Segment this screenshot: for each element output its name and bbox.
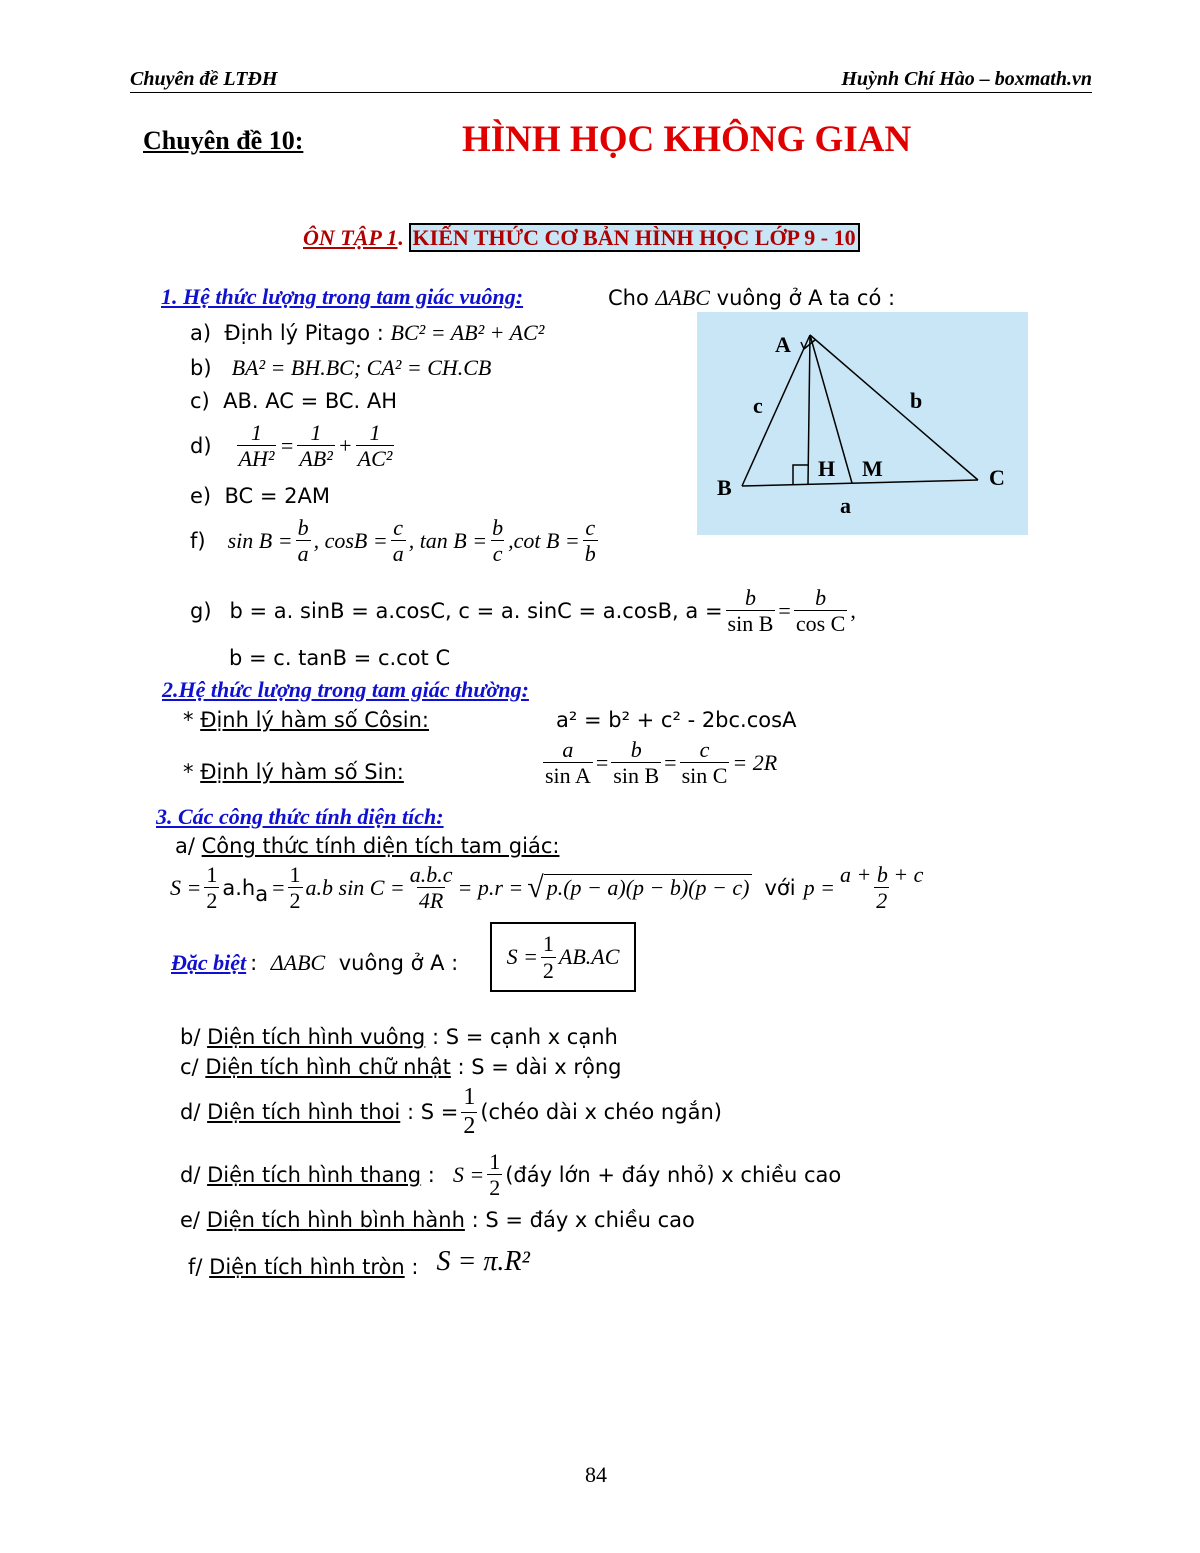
circle-area: f/ Diện tích hình tròn : S = π.R² bbox=[188, 1246, 530, 1279]
item-f: f) sin B = $\frac{b}{a}$ , cosB = $\frac{c}{a}$ , tan B = $\frac{b}{c}$ ,cot B = $\frac{c}{b}$ bbox=[190, 515, 596, 567]
review-boxed: KIẾN THỨC CƠ BẢN HÌNH HỌC LỚP 9 - 10 bbox=[409, 223, 860, 252]
review-dot: . bbox=[397, 225, 404, 250]
section2-heading: 2.Hệ thức lượng trong tam giác thường: bbox=[162, 677, 529, 702]
item-d: d) $\frac{1}{\text{AH²}}$ = $\frac{1}{\text{AB²}}$ + $\frac{1}{\text{AC²}}$ bbox=[190, 420, 393, 472]
review-prefix: ÔN TẬP 1 bbox=[303, 225, 398, 250]
page-number: 84 bbox=[585, 1462, 607, 1487]
trapezoid-area: d/ Diện tích hình thang : S = $\frac{1}{2}$ (đáy lớn + đáy nhỏ) x chiều cao bbox=[180, 1149, 842, 1201]
label-b: b bbox=[910, 388, 923, 413]
item-e: e) BC = 2AM bbox=[190, 484, 330, 508]
header-rule bbox=[130, 92, 1092, 93]
cosine-law-label: * Định lý hàm số Côsin: bbox=[183, 708, 429, 732]
label-C: C bbox=[989, 465, 1005, 490]
item-c: c) AB. AC = BC. AH bbox=[190, 389, 398, 413]
page-title: HÌNH HỌC KHÔNG GIAN bbox=[462, 119, 912, 160]
rectangle-area: c/ Diện tích hình chữ nhật : S = dài x rộng bbox=[180, 1055, 622, 1079]
parallelogram-area: e/ Diện tích hình bình hành : S = đáy x chiều cao bbox=[180, 1208, 695, 1232]
section1-intro: Cho ΔABC vuông ở A ta có : bbox=[608, 285, 896, 310]
section1-heading: 1. Hệ thức lượng trong tam giác vuông: bbox=[161, 284, 524, 309]
sine-law-label: * Định lý hàm số Sin: bbox=[183, 760, 404, 784]
triangle-diagram bbox=[697, 312, 1028, 535]
cosine-law-formula: a² = b² + c² - 2bc.cosA bbox=[556, 708, 797, 732]
item-g: g) b = a. sinB = a.cosC, c = a. sinC = a.cosB, a = $\frac{b}{\text{sin B}}$ = $\frac{b}{\text{cos C}}$ , bbox=[190, 585, 856, 637]
diagram-background bbox=[697, 312, 1028, 535]
label-B: B bbox=[717, 475, 732, 500]
label-A: A bbox=[775, 332, 791, 357]
label-M: M bbox=[862, 456, 883, 481]
label-c: c bbox=[753, 393, 763, 418]
label-H: H bbox=[818, 456, 836, 481]
label-a: a bbox=[840, 493, 851, 518]
chapter-label: Chuyên đề 10: bbox=[143, 126, 304, 155]
header-left: Chuyên đề LTĐH bbox=[130, 68, 278, 90]
item-g-line2: b = c. tanB = c.cot C bbox=[229, 646, 451, 670]
square-area: b/ Diện tích hình vuông : S = cạnh x cạnh bbox=[180, 1025, 618, 1049]
sine-law-formula: $\frac{a}{\text{sin A}}$ = $\frac{b}{\text{sin B}}$ = $\frac{c}{\text{sin C}}$ = 2R bbox=[545, 737, 778, 789]
special-case-box: S = $\frac{1}{2}$ AB.AC bbox=[490, 922, 636, 992]
header-right: Huỳnh Chí Hào – boxmath.vn bbox=[841, 68, 1092, 90]
rhombus-area: d/ Diện tích hình thoi : S = $\frac{1}{2}$ (chéo dài x chéo ngắn) bbox=[180, 1084, 722, 1139]
triangle-area-label: a/ Công thức tính diện tích tam giác: bbox=[175, 834, 560, 858]
item-b: b) BA² = BH.BC; CA² = CH.CB bbox=[190, 355, 492, 380]
item-a: a) Định lý Pitago : BC² = AB² + AC² bbox=[190, 320, 545, 345]
special-case-line: Đặc biệt : ΔABC vuông ở A : bbox=[171, 950, 459, 975]
section3-heading: 3. Các công thức tính diện tích: bbox=[156, 804, 444, 829]
triangle-area-formula: S = $\frac{1}{2}$ a.h a = $\frac{1}{2}$ a.b sin C = $\frac{a.b.c}{4R}$ = p.r = √ p.(p − a)(p − b)(p − c) với p = $\frac{a + b + c}{2}$ bbox=[170, 862, 924, 914]
triangle-svg bbox=[697, 312, 1028, 535]
review-heading bbox=[303, 225, 860, 251]
